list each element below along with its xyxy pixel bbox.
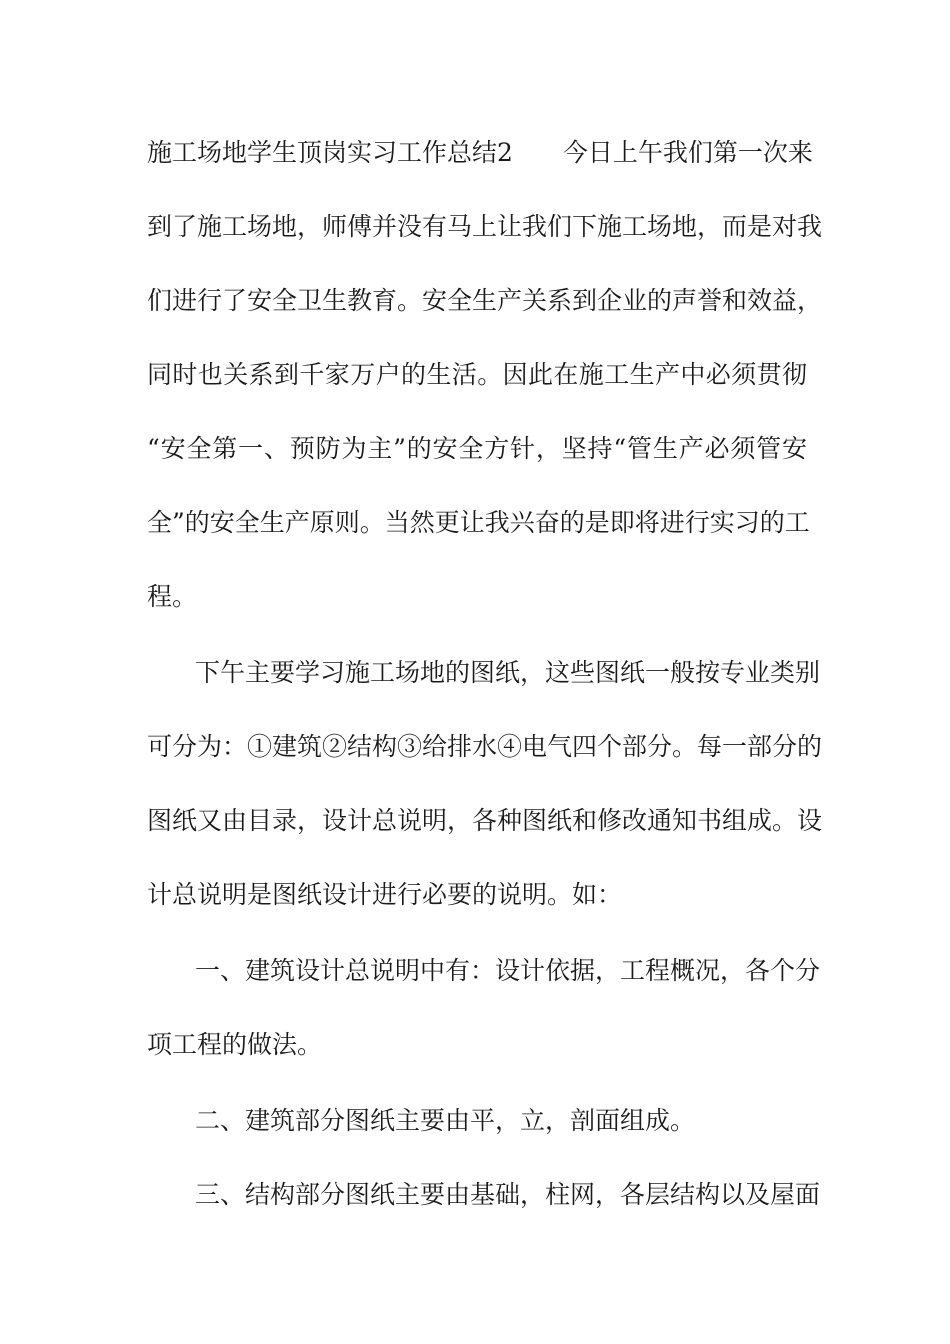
text-line: 项工程的做法。 [147, 1030, 323, 1059]
text-line: 施工场地学生顶岗实习工作总结2 今日上午我们第一次来 [147, 138, 813, 167]
text-line: 二、建筑部分图纸主要由平，立，剖面组成。 [195, 1106, 696, 1135]
text-line: 们进行了安全卫生教育。安全生产关系到企业的声誉和效益， [147, 286, 823, 315]
text-line: 同时也关系到千家万户的生活。因此在施工生产中必须贯彻 [147, 360, 807, 389]
text-line: 图纸又由目录，设计总说明，各种图纸和修改通知书组成。设 [147, 806, 823, 835]
text-line: 程。 [147, 582, 198, 611]
text-line: 下午主要学习施工场地的图纸，这些图纸一般按专业类别 [195, 658, 821, 687]
text-line: 计总说明是图纸设计进行必要的说明。如： [147, 880, 623, 909]
text-line: “安全第一、预防为主”的安全方针，坚持“管生产必须管安 [147, 434, 807, 463]
text-line: 可分为：①建筑②结构③给排水④电气四个部分。每一部分的 [147, 732, 823, 761]
text-line: 全”的安全生产原则。当然更让我兴奋的是即将进行实习的工 [147, 508, 810, 537]
text-line: 一、建筑设计总说明中有：设计依据，工程概况，各个分 [195, 956, 821, 985]
text-line: 三、结构部分图纸主要由基础，柱网，各层结构以及屋面 [195, 1180, 821, 1209]
text-line: 到了施工场地，师傅并没有马上让我们下施工场地，而是对我 [147, 212, 823, 241]
